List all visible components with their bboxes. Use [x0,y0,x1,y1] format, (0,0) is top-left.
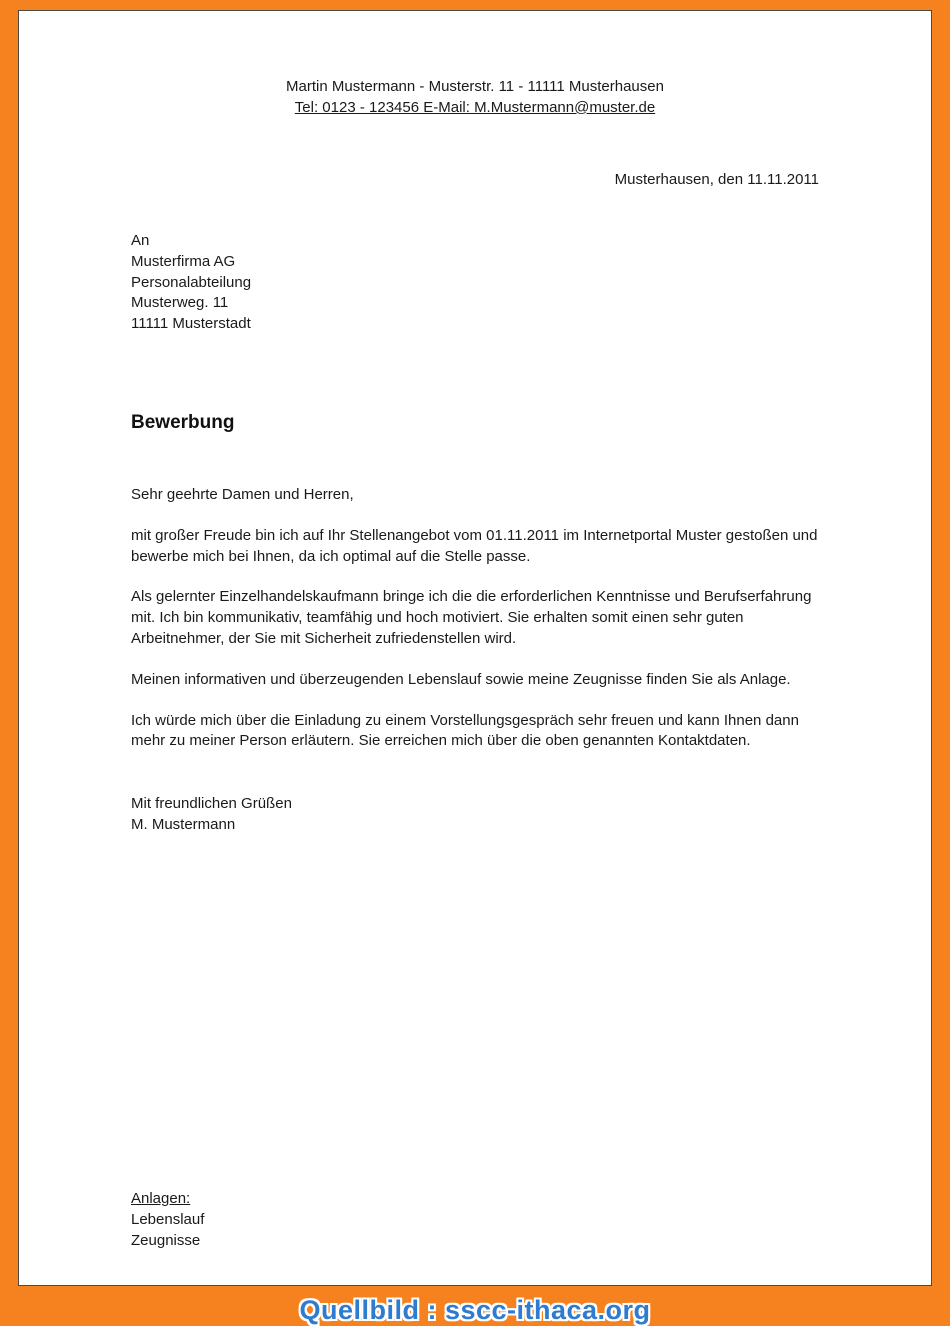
recipient-line: An [131,232,150,249]
sender-header [19,77,931,119]
body-paragraph: mit großer Freude bin ich auf Ihr Stellenangebot vom 01.11.2011 im Internetportal Muster gestoßen und bewerbe mich bei Ihnen, da ich optimal auf die Stelle passe. [131,526,818,565]
enclosure-item: Lebenslauf [131,1210,205,1228]
salutation: Sehr geehrte Damen und Herren, [131,486,354,503]
subject-heading: Bewerbung [131,412,235,433]
letter-body [131,485,831,836]
body-paragraph: Meinen informativen und überzeugenden Lebenslauf sowie meine Zeugnisse finden Sie als Anlage. [131,670,791,688]
enclosures [131,1189,204,1251]
body-paragraph: Als gelernter Einzelhandelskaufmann bringe ich die die erforderlichen Kenntnisse und Berufserfahrung mit. Ich bin kommunikativ, teamfähig und hoch motiviert. Sie erhalten somit einen sehr guten Arbeitnehmer, der Sie mit Sicherheit zufriedenstellen wird. [131,588,812,647]
closing-phrase: Mit freundlichen Grüßen [131,795,292,813]
sender-contact-line: Tel: 0123 - 123456 E-Mail: M.Mustermann@muster.de [294,98,656,116]
recipient-line: Personalabteilung [131,273,252,291]
sender-address-line: Martin Mustermann - Musterstr. 11 - 11111 Musterhausen [286,78,664,95]
recipient-line: 11111 Musterstadt [131,315,251,333]
enclosures-label: Anlagen: [131,1190,191,1207]
recipient-line: Musterfirma AG [131,252,236,270]
body-paragraph: Ich würde mich über die Einladung zu einem Vorstellungsgespräch sehr freuen und kann Ihnen dann mehr zu meiner Person erläutern. Sie erreichen mich über die oben genannten Kontaktdaten. [131,711,799,750]
recipient-line: Musterweg. 11 [131,294,229,312]
letter-page [18,10,932,1286]
closing-block [131,794,831,836]
source-watermark: Quellbild : sscc-ithaca.org [299,1295,651,1325]
signature-name: M. Mustermann [131,815,236,833]
date-line: Musterhausen, den 11.11.2011 [614,171,819,188]
enclosure-item: Zeugnisse [131,1231,201,1249]
recipient-address [131,231,251,335]
